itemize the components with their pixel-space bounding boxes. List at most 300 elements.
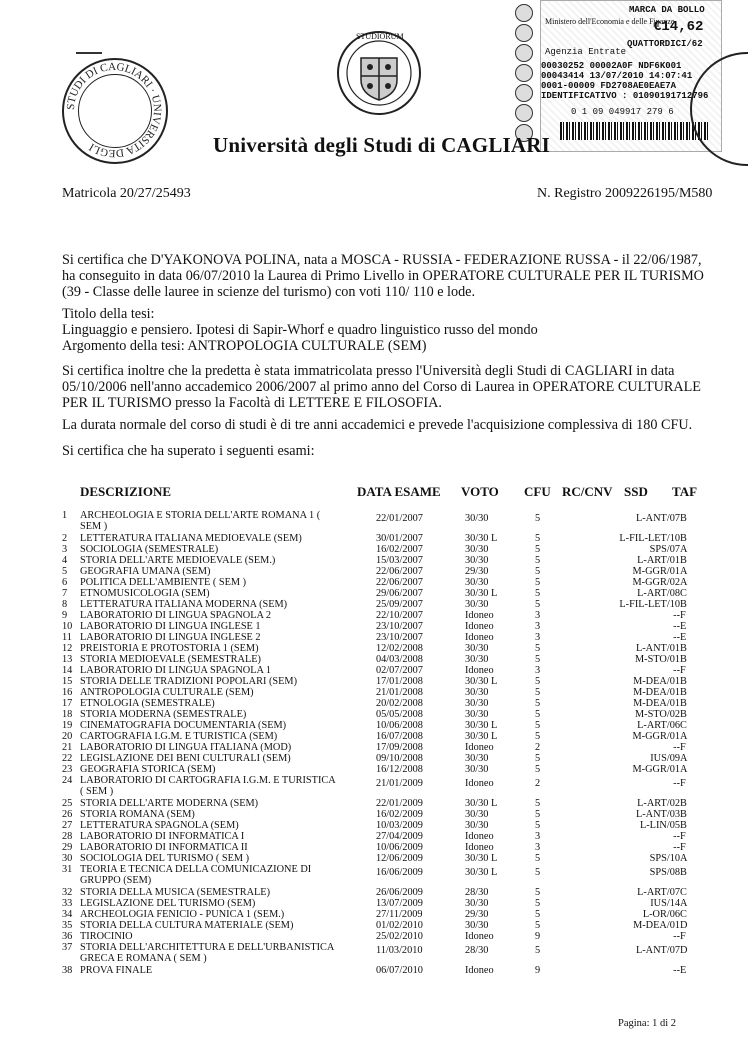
exam-grade: 30/30 <box>465 687 489 698</box>
row-number: 8 <box>62 599 68 610</box>
exams-intro: Si certifica che ha superato i seguenti esami: <box>62 443 315 459</box>
exam-cfu: 5 <box>535 820 541 831</box>
exam-cfu: 5 <box>535 798 541 809</box>
paragraph-line: ha conseguito in data 06/07/2010 la Laurea di Primo Livello in OPERATORE CULTURALE PER IL TURISMO <box>62 268 704 284</box>
exam-date: 15/03/2007 <box>376 555 423 566</box>
exam-date: 23/10/2007 <box>376 632 423 643</box>
exam-grade: 30/30 <box>465 809 489 820</box>
exam-date: 11/03/2010 <box>376 945 423 956</box>
exam-description: LABORATORIO DI CARTOGRAFIA I.G.M. E TURISTICA <box>80 775 336 786</box>
exam-grade: Idoneo <box>465 965 494 976</box>
exam-description: ETNOLOGIA (SEMESTRALE) <box>80 698 215 709</box>
exam-description: PROVA FINALE <box>80 965 153 976</box>
exam-taf: D <box>680 920 688 931</box>
exam-description: STORIA DELL'ARTE MEDIOEVALE (SEM.) <box>80 555 276 566</box>
registro-number: N. Registro 2009226195/M580 <box>537 186 713 201</box>
exam-date: 23/10/2007 <box>376 621 423 632</box>
exam-description: TEORIA E TECNICA DELLA COMUNICAZIONE DI <box>80 864 312 875</box>
exam-ssd: M-DEA/01 <box>633 687 680 698</box>
seal-mark-line <box>76 52 102 54</box>
exam-cfu: 5 <box>535 709 541 720</box>
row-number: 29 <box>62 842 73 853</box>
exam-ssd: M-GGR/01 <box>632 764 680 775</box>
exam-taf: A <box>680 566 688 577</box>
exam-cfu: 5 <box>535 720 541 731</box>
exam-taf: B <box>680 533 687 544</box>
exam-cfu: 5 <box>535 920 541 931</box>
exam-ssd: -- <box>673 778 680 789</box>
exam-taf: B <box>680 798 687 809</box>
exam-taf: B <box>680 809 687 820</box>
stamp-small-code: 0 1 09 049917 279 6 <box>571 107 674 117</box>
exam-grade: 28/30 <box>465 945 489 956</box>
exam-grade: 30/30 <box>465 898 489 909</box>
exam-cfu: 5 <box>535 513 541 524</box>
exam-grade: 30/30 <box>465 698 489 709</box>
exam-grade: 30/30 <box>465 654 489 665</box>
exam-taf: F <box>680 931 686 942</box>
exam-cfu: 3 <box>535 665 541 676</box>
exam-taf: B <box>680 513 687 524</box>
exam-description: LABORATORIO DI LINGUA SPAGNOLA 1 <box>80 665 272 676</box>
exam-description: STORIA DELL'ARTE MODERNA (SEM) <box>80 798 259 809</box>
exam-ssd: L-ANT/07 <box>635 945 680 956</box>
stamp-code-4: IDENTIFICATIVO : 01090191712796 <box>541 91 709 101</box>
exam-ssd: -- <box>673 931 680 942</box>
exam-date: 06/07/2010 <box>376 965 423 976</box>
exam-description: TIROCINIO <box>80 931 133 942</box>
exam-taf: C <box>680 887 687 898</box>
row-number: 28 <box>62 831 73 842</box>
paragraph-line: Linguaggio e pensiero. Ipotesi di Sapir-Whorf e quadro linguistico russo del mondo <box>62 322 538 338</box>
exam-description: STORIA ROMANA (SEM) <box>80 809 195 820</box>
row-number: 1 <box>62 510 68 521</box>
exam-cfu: 5 <box>535 676 541 687</box>
exam-taf: E <box>680 621 687 632</box>
exam-description: CARTOGRAFIA I.G.M. E TURISTICA (SEM) <box>80 731 278 742</box>
exam-grade: 30/30 L <box>465 731 498 742</box>
stamp-agenzia: Agenzia Entrate <box>545 47 627 57</box>
exam-date: 10/06/2009 <box>376 842 423 853</box>
row-number: 22 <box>62 753 73 764</box>
exam-date: 26/06/2009 <box>376 887 423 898</box>
exam-description: GEOGRAFIA STORICA (SEM) <box>80 764 216 775</box>
exam-grade: 29/30 <box>465 909 489 920</box>
exam-ssd: L-ART/01 <box>637 555 680 566</box>
exam-date: 01/02/2010 <box>376 920 423 931</box>
exam-taf: B <box>680 687 687 698</box>
exam-date: 20/02/2008 <box>376 698 423 709</box>
exam-description: GEOGRAFIA UMANA (SEM) <box>80 566 211 577</box>
paragraph-line: PER IL TURISMO presso la Facoltà di LETTERE E FILOSOFIA. <box>62 395 442 411</box>
thesis-paragraph <box>62 306 702 354</box>
exam-cfu: 5 <box>535 853 541 864</box>
exam-ssd: L-ART/07 <box>637 887 680 898</box>
stamp-code-2: 00043414 13/07/2010 14:07:41 <box>541 71 693 81</box>
exam-taf: B <box>680 709 687 720</box>
exam-grade: 30/30 <box>465 599 489 610</box>
exam-ssd: L-ART/02 <box>637 798 680 809</box>
row-number: 17 <box>62 698 73 709</box>
exam-taf: C <box>680 909 687 920</box>
exam-ssd: L-ANT/01 <box>635 643 680 654</box>
crest-center-text: STUDIORUM <box>356 32 404 41</box>
exam-ssd: M-GGR/02 <box>632 577 680 588</box>
exam-date: 16/12/2008 <box>376 764 423 775</box>
exam-taf: F <box>680 610 686 621</box>
stamp-code-3: 0001-00009 FD2708AE0EAE7A <box>541 81 677 91</box>
stamp-amount: €14,62 <box>653 19 704 35</box>
exam-cfu: 5 <box>535 764 541 775</box>
row-number: 11 <box>62 632 72 643</box>
exam-taf: F <box>680 665 686 676</box>
exam-cfu: 5 <box>535 555 541 566</box>
stamp-code-1: 00030252 00002A0F NDF6K001 <box>541 61 682 71</box>
enrollment-paragraph <box>62 363 702 411</box>
exam-ssd: M-DEA/01 <box>633 920 680 931</box>
exam-grade: 30/30 <box>465 709 489 720</box>
exam-ssd: -- <box>673 965 680 976</box>
university-crest-icon <box>336 30 422 116</box>
exam-description: ARCHEOLOGIA FENICIO - PUNICA 1 (SEM.) <box>80 909 285 920</box>
row-number: 26 <box>62 809 73 820</box>
exam-grade: Idoneo <box>465 742 494 753</box>
exam-taf: A <box>680 898 688 909</box>
exam-cfu: 5 <box>535 599 541 610</box>
stamp-rosette-icon <box>515 64 533 82</box>
exam-taf: B <box>680 599 687 610</box>
exam-taf: A <box>680 753 688 764</box>
exam-date: 16/07/2008 <box>376 731 423 742</box>
left-seal-text <box>62 58 166 162</box>
row-number: 12 <box>62 643 73 654</box>
exam-taf: B <box>680 555 687 566</box>
exam-cfu: 9 <box>535 931 541 942</box>
row-number: 24 <box>62 775 73 786</box>
exam-grade: 30/30 L <box>465 588 498 599</box>
exam-cfu: 5 <box>535 867 541 878</box>
exam-ssd: -- <box>673 632 680 643</box>
exam-ssd: M-DEA/01 <box>633 698 680 709</box>
exam-grade: 30/30 L <box>465 798 498 809</box>
exam-cfu: 3 <box>535 610 541 621</box>
exam-description: STORIA DELLA CULTURA MATERIALE (SEM) <box>80 920 294 931</box>
row-number: 2 <box>62 533 68 544</box>
exam-grade: 30/30 L <box>465 720 498 731</box>
exam-cfu: 2 <box>535 742 541 753</box>
exam-date: 25/02/2010 <box>376 931 423 942</box>
exam-date: 30/01/2007 <box>376 533 423 544</box>
exam-ssd: SPS/10 <box>649 853 680 864</box>
exam-grade: 30/30 <box>465 555 489 566</box>
row-number: 20 <box>62 731 73 742</box>
exam-date: 16/06/2009 <box>376 867 423 878</box>
exam-date: 12/06/2009 <box>376 853 423 864</box>
exam-grade: Idoneo <box>465 665 494 676</box>
col-header-descrizione: DESCRIZIONE <box>80 484 172 499</box>
exam-grade: Idoneo <box>465 842 494 853</box>
paragraph-line: Titolo della tesi: <box>62 306 155 322</box>
exam-ssd: M-DEA/01 <box>633 676 680 687</box>
exam-description: CINEMATOGRAFIA DOCUMENTARIA (SEM) <box>80 720 287 731</box>
exam-taf: A <box>680 853 688 864</box>
exam-ssd: M-GGR/01 <box>632 731 680 742</box>
row-number: 4 <box>62 555 68 566</box>
col-header-voto: VOTO <box>461 484 499 499</box>
exam-taf: F <box>680 842 686 853</box>
row-number: 35 <box>62 920 73 931</box>
exam-date: 10/06/2008 <box>376 720 423 731</box>
stamp-rosette-icon <box>515 84 533 102</box>
row-number: 3 <box>62 544 68 555</box>
exam-date: 22/06/2007 <box>376 577 423 588</box>
exam-taf: A <box>680 544 688 555</box>
exam-description: STORIA DELL'ARCHITETTURA E DELL'URBANISTICA <box>80 942 335 953</box>
exam-grade: 30/30 <box>465 544 489 555</box>
row-number: 31 <box>62 864 73 875</box>
exam-ssd: L-ART/08 <box>637 588 680 599</box>
exam-cfu: 5 <box>535 945 541 956</box>
exam-ssd: L-ANT/07 <box>635 513 680 524</box>
exam-date: 17/01/2008 <box>376 676 423 687</box>
exam-cfu: 3 <box>535 831 541 842</box>
exam-description: STORIA MEDIOEVALE (SEMESTRALE) <box>80 654 261 665</box>
exam-cfu: 3 <box>535 632 541 643</box>
exam-description: STORIA MODERNA (SEMESTRALE) <box>80 709 247 720</box>
stamp-barcode <box>560 122 710 140</box>
exam-grade: Idoneo <box>465 621 494 632</box>
exam-description: SOCIOLOGIA (SEMESTRALE) <box>80 544 219 555</box>
row-number: 15 <box>62 676 73 687</box>
exam-date: 13/07/2009 <box>376 898 423 909</box>
exam-description-cont: GRUPPO (SEM) <box>80 875 152 886</box>
exam-grade: 30/30 L <box>465 676 498 687</box>
exam-grade: 30/30 L <box>465 533 498 544</box>
exam-cfu: 5 <box>535 654 541 665</box>
exam-taf: A <box>680 577 688 588</box>
exam-ssd: -- <box>673 831 680 842</box>
exam-cfu: 3 <box>535 842 541 853</box>
stamp-rosette-icon <box>515 104 533 122</box>
row-number: 27 <box>62 820 73 831</box>
exam-grade: Idoneo <box>465 632 494 643</box>
exam-cfu: 5 <box>535 698 541 709</box>
exam-date: 29/06/2007 <box>376 588 423 599</box>
exam-ssd: -- <box>673 842 680 853</box>
exam-taf: E <box>680 965 687 976</box>
exam-cfu: 5 <box>535 753 541 764</box>
stamp-ministry: Ministero dell'Economia e delle Finanze <box>545 17 675 26</box>
stamp-amount-words: QUATTORDICI/62 <box>627 39 703 49</box>
exam-grade: 30/30 <box>465 513 489 524</box>
exam-date: 10/03/2009 <box>376 820 423 831</box>
exam-ssd: L-ART/06 <box>637 720 680 731</box>
exam-taf: A <box>680 731 688 742</box>
exam-grade: Idoneo <box>465 931 494 942</box>
row-number: 30 <box>62 853 73 864</box>
row-number: 37 <box>62 942 73 953</box>
exam-description-cont: ( SEM ) <box>80 786 114 797</box>
exam-grade: Idoneo <box>465 778 494 789</box>
exam-ssd: M-GGR/01 <box>632 566 680 577</box>
exam-description: ARCHEOLOGIA E STORIA DELL'ARTE ROMANA 1 ( <box>80 510 321 521</box>
exam-cfu: 5 <box>535 588 541 599</box>
row-number: 13 <box>62 654 73 665</box>
stamp-marca: MARCA DA BOLLO <box>629 5 705 15</box>
exam-grade: 30/30 <box>465 643 489 654</box>
exam-taf: A <box>680 764 688 775</box>
exam-taf: B <box>680 820 687 831</box>
exam-date: 22/01/2009 <box>376 798 423 809</box>
exam-ssd: L-FIL-LET/10 <box>619 599 680 610</box>
exam-date: 22/10/2007 <box>376 610 423 621</box>
exam-cfu: 2 <box>535 778 541 789</box>
certification-paragraph <box>62 252 702 300</box>
exam-description: LABORATORIO DI LINGUA INGLESE 2 <box>80 632 261 643</box>
col-header-ssd: SSD <box>624 484 648 499</box>
row-number: 10 <box>62 621 73 632</box>
row-number: 32 <box>62 887 73 898</box>
exam-date: 21/01/2009 <box>376 778 423 789</box>
row-number: 16 <box>62 687 73 698</box>
exam-date: 16/02/2009 <box>376 809 423 820</box>
exam-ssd: -- <box>673 621 680 632</box>
exam-ssd: -- <box>673 610 680 621</box>
paragraph-line: 05/10/2006 nell'anno accademico 2006/2007 al primo anno del Corso di Laurea in OPERATORE CULTURALE <box>62 379 701 395</box>
exam-cfu: 5 <box>535 909 541 920</box>
exam-date: 25/09/2007 <box>376 599 423 610</box>
exam-ssd: SPS/08 <box>649 867 680 878</box>
exam-cfu: 5 <box>535 566 541 577</box>
exam-taf: F <box>680 831 686 842</box>
exam-cfu: 9 <box>535 965 541 976</box>
row-number: 34 <box>62 909 73 920</box>
exam-grade: 30/30 <box>465 820 489 831</box>
exam-grade: 30/30 L <box>465 867 498 878</box>
exam-ssd: L-ANT/03 <box>635 809 680 820</box>
exam-ssd: M-STO/02 <box>634 709 680 720</box>
matricola: Matricola 20/27/25493 <box>62 186 191 201</box>
exam-date: 16/02/2007 <box>376 544 423 555</box>
exam-ssd: L-FIL-LET/10 <box>619 533 680 544</box>
exam-description-cont: GRECA E ROMANA ( SEM ) <box>80 953 207 964</box>
exam-description: ETNOMUSICOLOGIA (SEM) <box>80 588 210 599</box>
exam-description: SOCIOLOGIA DEL TURISMO ( SEM ) <box>80 853 250 864</box>
exam-cfu: 3 <box>535 621 541 632</box>
exam-cfu: 5 <box>535 887 541 898</box>
exam-taf: F <box>680 778 686 789</box>
exam-description: LETTERATURA ITALIANA MEDIOEVALE (SEM) <box>80 533 302 544</box>
exam-grade: 30/30 <box>465 753 489 764</box>
exam-taf: B <box>680 698 687 709</box>
exam-date: 17/09/2008 <box>376 742 423 753</box>
exam-description: LEGISLAZIONE DEL TURISMO (SEM) <box>80 898 256 909</box>
page-indicator: Pagina: 1 di 2 <box>618 1018 677 1029</box>
exam-taf: E <box>680 632 687 643</box>
row-number: 25 <box>62 798 73 809</box>
exam-cfu: 5 <box>535 643 541 654</box>
exam-grade: 30/30 <box>465 577 489 588</box>
row-number: 5 <box>62 566 68 577</box>
exam-description: LETTERATURA SPAGNOLA (SEM) <box>80 820 239 831</box>
exam-cfu: 5 <box>535 687 541 698</box>
exam-ssd: -- <box>673 742 680 753</box>
exam-date: 22/06/2007 <box>376 566 423 577</box>
row-number: 33 <box>62 898 73 909</box>
exam-taf: F <box>680 742 686 753</box>
exam-grade: 28/30 <box>465 887 489 898</box>
exam-description: LABORATORIO DI INFORMATICA II <box>80 842 248 853</box>
row-number: 6 <box>62 577 68 588</box>
exam-taf: C <box>680 720 687 731</box>
exam-cfu: 5 <box>535 544 541 555</box>
exam-ssd: L-LIN/05 <box>639 820 680 831</box>
paragraph-line: Argomento della tesi: ANTROPOLOGIA CULTURALE (SEM) <box>62 338 427 354</box>
col-header-data-esame: DATA ESAME <box>357 484 441 499</box>
exam-ssd: L-OR/06 <box>642 909 680 920</box>
exam-description: POLITICA DELL'AMBIENTE ( SEM ) <box>80 577 247 588</box>
exam-date: 05/05/2008 <box>376 709 423 720</box>
exam-grade: 30/30 L <box>465 853 498 864</box>
exam-taf: B <box>680 867 687 878</box>
exam-cfu: 5 <box>535 809 541 820</box>
exam-date: 09/10/2008 <box>376 753 423 764</box>
exam-description: LETTERATURA ITALIANA MODERNA (SEM) <box>80 599 288 610</box>
col-header-rc-cnv: RC/CNV <box>562 484 613 499</box>
row-number: 21 <box>62 742 73 753</box>
stamp-rosette-icon <box>515 4 533 22</box>
exam-date: 22/01/2007 <box>376 513 423 524</box>
col-header-cfu: CFU <box>524 484 551 499</box>
exam-ssd: M-STO/01 <box>634 654 680 665</box>
row-number: 36 <box>62 931 73 942</box>
stamp-rosette-icon <box>515 44 533 62</box>
exam-description: STORIA DELLA MUSICA (SEMESTRALE) <box>80 887 271 898</box>
exam-ssd: IUS/14 <box>650 898 680 909</box>
exam-cfu: 5 <box>535 898 541 909</box>
exam-description: STORIA DELLE TRADIZIONI POPOLARI (SEM) <box>80 676 297 687</box>
exam-description: ANTROPOLOGIA CULTURALE (SEM) <box>80 687 254 698</box>
exam-taf: B <box>680 676 687 687</box>
col-header-taf: TAF <box>672 484 698 499</box>
exam-description: LABORATORIO DI LINGUA SPAGNOLA 2 <box>80 610 272 621</box>
exam-grade: Idoneo <box>465 610 494 621</box>
exam-description-cont: SEM ) <box>80 521 108 532</box>
exam-taf: D <box>680 945 688 956</box>
exam-taf: C <box>680 588 687 599</box>
exam-ssd: IUS/09 <box>650 753 680 764</box>
exam-date: 27/11/2009 <box>376 909 423 920</box>
duration-paragraph: La durata normale del corso di studi è di tre anni accademici e prevede l'acquisizione complessiva di 180 CFU. <box>62 417 693 433</box>
exam-ssd: SPS/07 <box>649 544 680 555</box>
exam-description: LABORATORIO DI LINGUA INGLESE 1 <box>80 621 261 632</box>
exam-cfu: 5 <box>535 533 541 544</box>
row-number: 23 <box>62 764 73 775</box>
exam-cfu: 5 <box>535 731 541 742</box>
paragraph-line: Si certifica inoltre che la predetta è stata immatricolata presso l'Università degli Studi di CAGLIARI in data <box>62 363 675 379</box>
row-number: 9 <box>62 610 68 621</box>
exam-description: LABORATORIO DI LINGUA ITALIANA (MOD) <box>80 742 292 753</box>
paragraph-line: Si certifica che D'YAKONOVA POLINA, nata a MOSCA - RUSSIA - FEDERAZIONE RUSSA - il 22/06/1987, <box>62 252 702 268</box>
exam-grade: Idoneo <box>465 831 494 842</box>
exam-cfu: 5 <box>535 577 541 588</box>
exam-date: 21/01/2008 <box>376 687 423 698</box>
exam-grade: 29/30 <box>465 566 489 577</box>
exam-taf: B <box>680 654 687 665</box>
exam-date: 02/07/2007 <box>376 665 423 676</box>
row-number: 18 <box>62 709 73 720</box>
exam-taf: B <box>680 643 687 654</box>
